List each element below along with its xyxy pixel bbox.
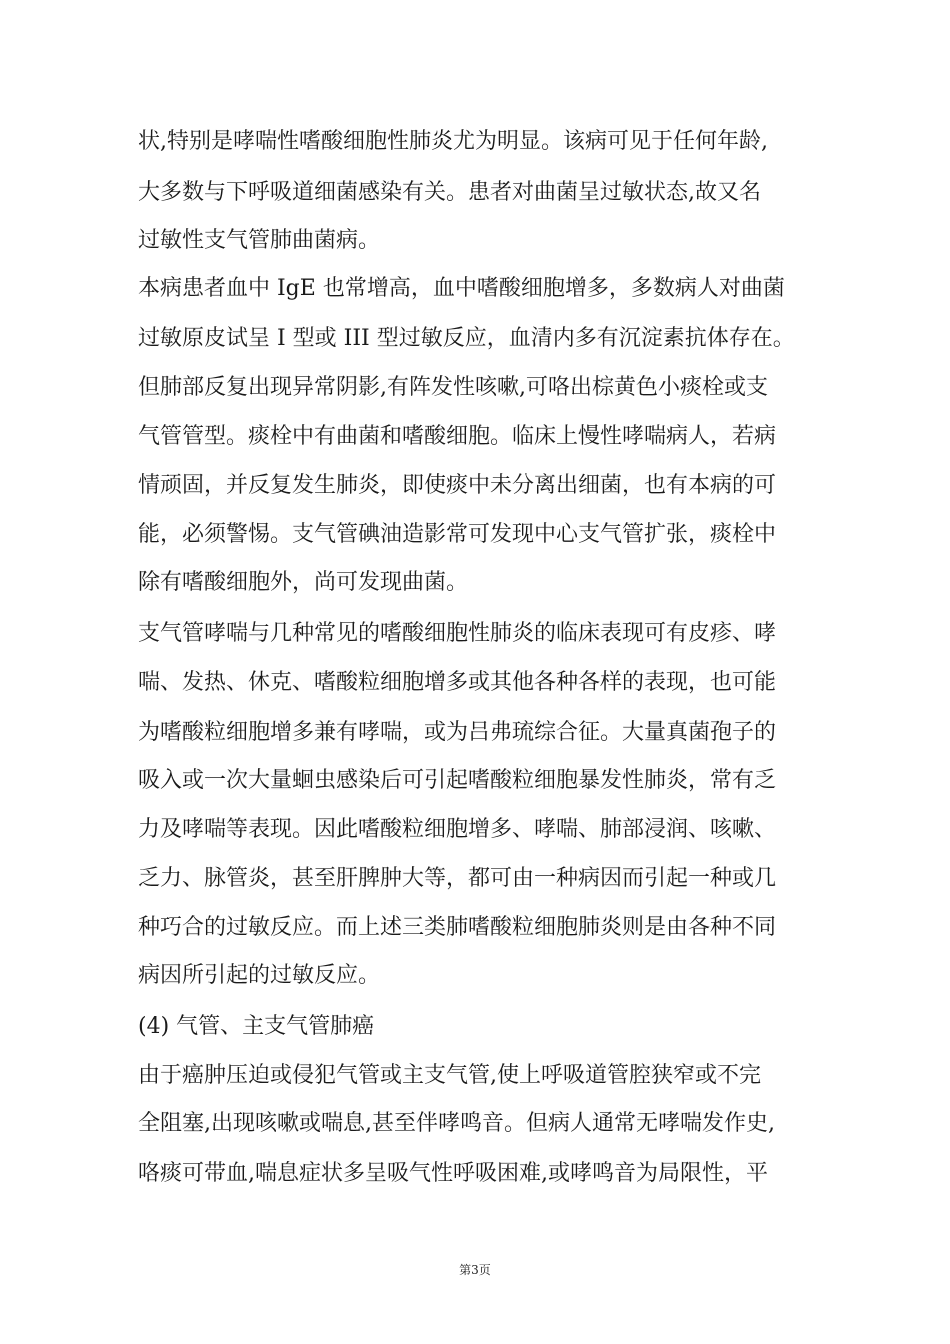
text-line: 本病患者血中 IgE 也常增高，血中嗜酸细胞增多，多数病人对曲菌 <box>138 276 785 301</box>
text-line: 情顽固，并反复发生肺炎，即使痰中未分离出细菌，也有本病的可 <box>138 473 777 498</box>
text-line: 病因所引起的过敏反应。 <box>138 963 381 988</box>
text-line: 但肺部反复出现异常阴影,有阵发性咳嗽,可咯出棕黄色小痰栓或支 <box>138 375 768 400</box>
text-line: 状,特别是哮喘性嗜酸细胞性肺炎尤为明显。该病可见于任何年龄, <box>138 129 768 154</box>
page-number: 第3页 <box>459 1263 491 1277</box>
text-line: 由于癌肿压迫或侵犯气管或主支气管,使上呼吸道管腔狭窄或不完 <box>138 1063 761 1088</box>
text-line: 喘、发热、休克、嗜酸粒细胞增多或其他各种各样的表现，也可能 <box>138 670 777 695</box>
text-line: 能，必须警惕。支气管碘油造影常可发现中心支气管扩张，痰栓中 <box>138 522 777 547</box>
text-line: 吸入或一次大量蛔虫感染后可引起嗜酸粒细胞暴发性肺炎，常有乏 <box>138 768 777 793</box>
text-line: 全阻塞,出现咳嗽或喘息,甚至伴哮鸣音。但病人通常无哮喘发作史, <box>138 1111 775 1136</box>
text-line: 支气管哮喘与几种常见的嗜酸细胞性肺炎的临床表现可有皮疹、哮 <box>138 621 777 646</box>
text-line: 过敏性支气管肺曲菌病。 <box>138 228 381 253</box>
text-line: 咯痰可带血,喘息症状多呈吸气性呼吸困难,或哮鸣音为局限性，平 <box>138 1161 768 1186</box>
text-line: 除有嗜酸细胞外，尚可发现曲菌。 <box>138 570 469 595</box>
text-line: 为嗜酸粒细胞增多兼有哮喘，或为吕弗琉综合征。大量真菌孢子的 <box>138 720 777 745</box>
text-line: 气管管型。痰栓中有曲菌和嗜酸细胞。临床上慢性哮喘病人，若病 <box>138 424 777 449</box>
text-line: 乏力、脉管炎，甚至肝脾肿大等，都可由一种病因而引起一种或几 <box>138 866 777 891</box>
text-line: 种巧合的过敏反应。而上述三类肺嗜酸粒细胞肺炎则是由各种不同 <box>138 915 777 940</box>
text-line: 大多数与下呼吸道细菌感染有关。患者对曲菌呈过敏状态,故又名 <box>138 180 761 205</box>
text-line: 过敏原皮试呈 I 型或 III 型过敏反应，血清内多有沉淀素抗体存在。 <box>138 326 795 351</box>
section-heading: (4) 气管、主支气管肺癌 <box>138 1014 375 1039</box>
text-line: 力及哮喘等表现。因此嗜酸粒细胞增多、哮喘、肺部浸润、咳嗽、 <box>138 817 777 842</box>
